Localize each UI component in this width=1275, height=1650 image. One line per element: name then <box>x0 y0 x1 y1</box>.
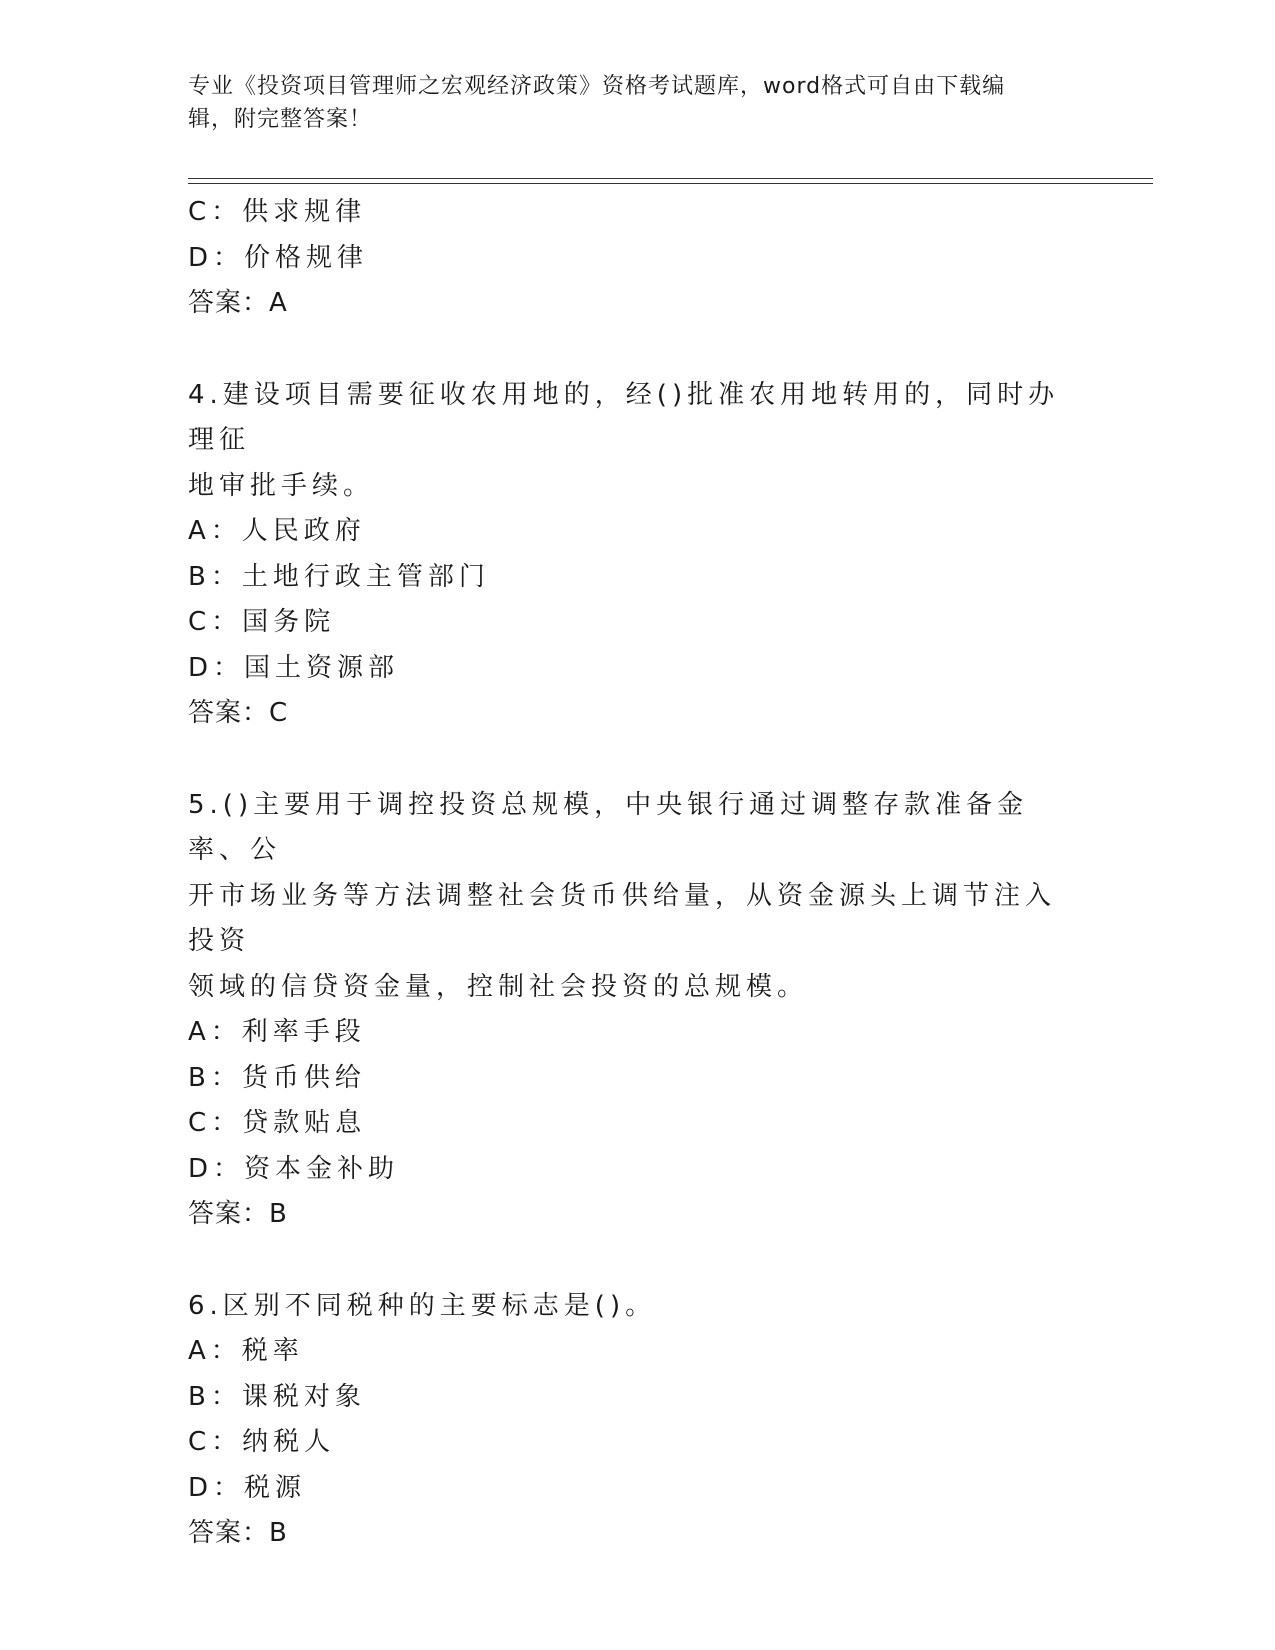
question-3-continued <box>188 190 1068 327</box>
header-divider-bottom <box>188 183 1153 184</box>
option-c: C：国务院 <box>188 607 336 637</box>
question-stem-line: 5.()主要用于调控投资总规模，中央银行通过调整存款准备金率、公 <box>188 789 1029 865</box>
spacer <box>188 737 1068 783</box>
page-header <box>188 70 1068 136</box>
question-stem-line: 开市场业务等方法调整社会货币供给量，从资金源头上调节注入投资 <box>188 880 1057 956</box>
header-divider-top <box>188 178 1153 179</box>
document-body <box>188 190 1068 1557</box>
header-line-1: 专业《投资项目管理师之宏观经济政策》资格考试题库，word格式可自由下载编 <box>188 74 1006 99</box>
option-d: D：资本金补助 <box>188 1153 400 1184</box>
option-d: D：价格规律 <box>188 242 369 273</box>
answer: 答案：B <box>188 1199 288 1229</box>
spacer <box>188 1238 1068 1284</box>
answer: 答案：B <box>188 1518 288 1548</box>
option-b: B：土地行政主管部门 <box>188 561 490 592</box>
option-a: A：人民政府 <box>188 516 366 546</box>
option-c: C：供求规律 <box>188 197 367 227</box>
answer: 答案：C <box>188 698 289 728</box>
question-stem-line: 地审批手续。 <box>188 470 375 501</box>
question-4 <box>188 373 1068 737</box>
option-b: B：课税对象 <box>188 1381 366 1412</box>
option-d: D：国土资源部 <box>188 652 400 683</box>
header-line-2: 辑，附完整答案！ <box>188 107 373 132</box>
option-c: C：纳税人 <box>188 1427 336 1457</box>
question-stem-line: 4.建设项目需要征收农用地的，经()批准农用地转用的，同时办理征 <box>188 379 1060 455</box>
question-stem-line: 6.区别不同税种的主要标志是()。 <box>188 1290 657 1321</box>
option-b: B：货币供给 <box>188 1062 366 1093</box>
question-6 <box>188 1284 1068 1557</box>
spacer <box>188 327 1068 373</box>
option-a: A：税率 <box>188 1336 304 1366</box>
option-a: A：利率手段 <box>188 1017 366 1047</box>
option-d: D：税源 <box>188 1472 307 1503</box>
option-c: C：贷款贴息 <box>188 1108 367 1138</box>
question-5 <box>188 783 1068 1238</box>
answer: 答案：A <box>188 288 288 318</box>
question-stem-line: 领域的信贷资金量，控制社会投资的总规模。 <box>188 971 809 1002</box>
